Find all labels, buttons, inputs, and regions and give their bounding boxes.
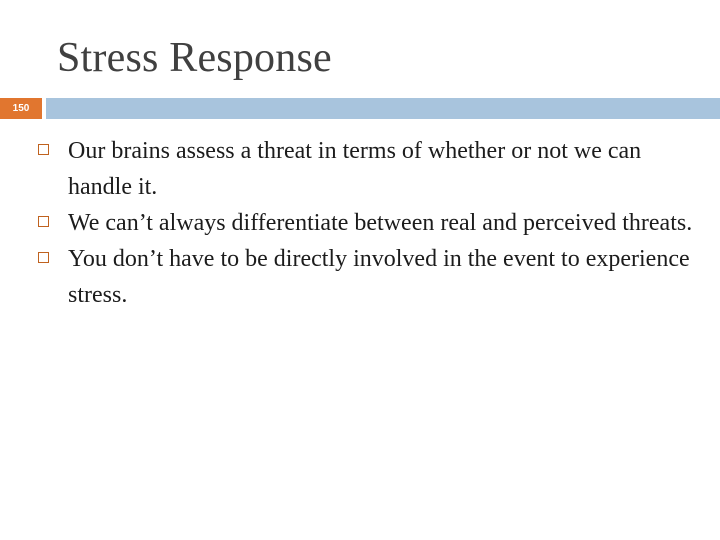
bullet-text: Our brains assess a threat in terms of whether or not we can handle it. <box>68 138 642 200</box>
square-bullet-icon <box>38 252 49 263</box>
square-bullet-icon <box>38 216 49 227</box>
slide-number-badge: 150 <box>0 98 42 119</box>
list-item <box>38 133 693 205</box>
bullet-text: You don’t have to be directly involved in the event to experience stress. <box>68 246 690 308</box>
bullet-text: We can’t always differentiate between real and perceived threats. <box>68 210 693 236</box>
bullet-list <box>38 133 693 313</box>
accent-strip <box>46 98 720 119</box>
header-rule-bar <box>0 98 720 119</box>
slide-title: Stress Response <box>57 35 332 81</box>
square-bullet-icon <box>38 144 49 155</box>
list-item <box>38 241 693 313</box>
list-item <box>38 205 693 241</box>
